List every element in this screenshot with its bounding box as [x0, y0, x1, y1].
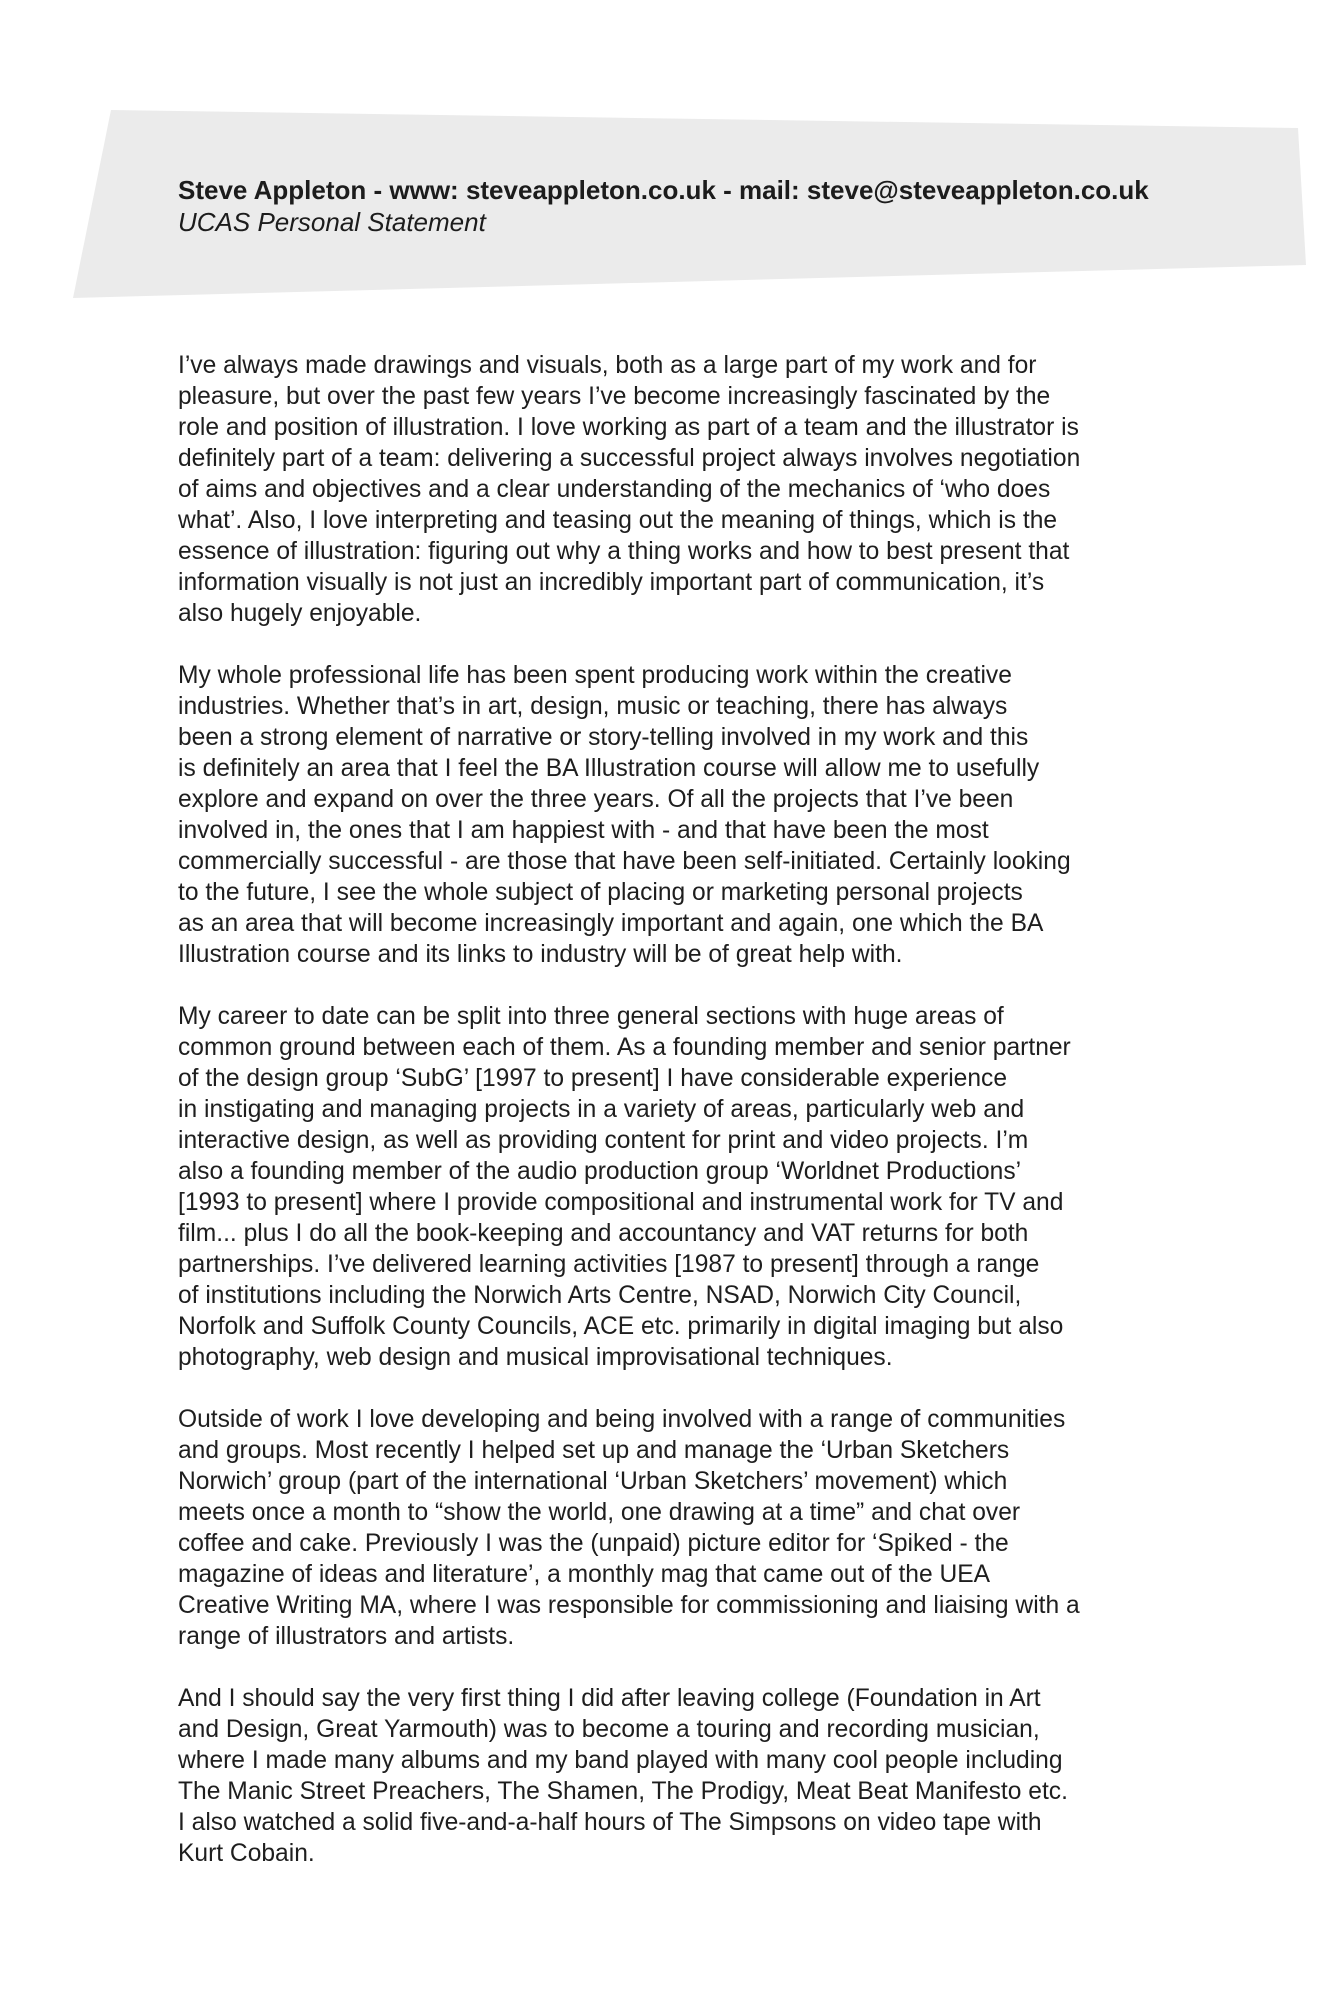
text-line: as an area that will become increasingly important and again, one which the BA [178, 910, 1044, 937]
text-line: magazine of ideas and literature’, a monthly mag that came out of the UEA [178, 1561, 991, 1588]
text-line: information visually is not just an incredibly important part of communication, it’s [178, 569, 1045, 596]
text-line: Illustration course and its links to industry will be of great help with. [178, 941, 903, 968]
text-line: And I should say the very first thing I did after leaving college (Foundation in Art [178, 1685, 1041, 1712]
text-line: meets once a month to “show the world, one drawing at a time” and chat over [178, 1499, 1021, 1526]
text-line: Kurt Cobain. [178, 1840, 315, 1867]
text-line: Outside of work I love developing and being involved with a range of communities [178, 1406, 1066, 1433]
text-line: film... plus I do all the book-keeping and accountancy and VAT returns for both [178, 1220, 1029, 1247]
text-line: in instigating and managing projects in a variety of areas, particularly web and [178, 1096, 1025, 1123]
text-line: coffee and cake. Previously I was the (unpaid) picture editor for ‘Spiked - the [178, 1530, 1009, 1557]
text-line: I’ve always made drawings and visuals, both as a large part of my work and for [178, 352, 1037, 379]
text-line: to the future, I see the whole subject of placing or marketing personal projects [178, 879, 1023, 906]
text-line: common ground between each of them. As a founding member and senior partner [178, 1034, 1071, 1061]
text-line: where I made many albums and my band played with many cool people including [178, 1747, 1063, 1774]
header-band-shape [0, 0, 1326, 310]
statement-body [178, 350, 1163, 1900]
text-line: Norwich’ group (part of the international ‘Urban Sketchers’ movement) which [178, 1468, 1008, 1495]
text-line: photography, web design and musical improvisational techniques. [178, 1344, 893, 1371]
text-line: [1993 to present] where I provide compositional and instrumental work for TV and [178, 1189, 1064, 1216]
text-line: commercially successful - are those that have been self-initiated. Certainly looking [178, 848, 1071, 875]
text-line: partnerships. I’ve delivered learning activities [1987 to present] through a range [178, 1251, 1040, 1278]
header-subtitle: UCAS Personal Statement [178, 207, 486, 237]
text-line: My career to date can be split into three general sections with huge areas of [178, 1003, 1004, 1030]
text-line: is definitely an area that I feel the BA Illustration course will allow me to usefully [178, 755, 1040, 782]
paragraph-1 [178, 350, 1163, 629]
text-line: of aims and objectives and a clear understanding of the mechanics of ‘who does [178, 476, 1051, 503]
document-header [178, 174, 1278, 238]
text-line: of institutions including the Norwich Arts Centre, NSAD, Norwich City Council, [178, 1282, 1022, 1309]
text-line: and Design, Great Yarmouth) was to become a touring and recording musician, [178, 1716, 1040, 1743]
paragraph-2 [178, 660, 1163, 970]
text-line: Creative Writing MA, where I was responsible for commissioning and liaising with a [178, 1592, 1080, 1619]
text-line: also hugely enjoyable. [178, 600, 422, 627]
text-line: definitely part of a team: delivering a successful project always involves negotiation [178, 445, 1081, 472]
header-band [0, 0, 1326, 310]
text-line: involved in, the ones that I am happiest with - and that have been the most [178, 817, 989, 844]
text-line: pleasure, but over the past few years I’ve become increasingly fascinated by the [178, 383, 1051, 410]
text-line: interactive design, as well as providing content for print and video projects. I’m [178, 1127, 1029, 1154]
paragraph-5 [178, 1683, 1163, 1869]
text-line: industries. Whether that’s in art, design, music or teaching, there has always [178, 693, 1008, 720]
text-line: been a strong element of narrative or story-telling involved in my work and this [178, 724, 1029, 751]
text-line: I also watched a solid five-and-a-half hours of The Simpsons on video tape with [178, 1809, 1042, 1836]
text-line: explore and expand on over the three years. Of all the projects that I’ve been [178, 786, 1014, 813]
text-line: The Manic Street Preachers, The Shamen, The Prodigy, Meat Beat Manifesto etc. [178, 1778, 1068, 1805]
text-line: My whole professional life has been spent producing work within the creative [178, 662, 1012, 689]
text-line: Norfolk and Suffolk County Councils, ACE etc. primarily in digital imaging but also [178, 1313, 1064, 1340]
text-line: of the design group ‘SubG’ [1997 to present] I have considerable experience [178, 1065, 1007, 1092]
paragraph-3 [178, 1001, 1163, 1373]
text-line: essence of illustration: figuring out why a thing works and how to best present that [178, 538, 1070, 565]
text-line: what’. Also, I love interpreting and teasing out the meaning of things, which is the [178, 507, 1058, 534]
text-line: range of illustrators and artists. [178, 1623, 515, 1650]
text-line: also a founding member of the audio production group ‘Worldnet Productions’ [178, 1158, 1022, 1185]
header-title: Steve Appleton - www: steveappleton.co.uk - mail: steve@steveappleton.co.uk [178, 175, 1149, 205]
paragraph-4 [178, 1404, 1163, 1652]
text-line: role and position of illustration. I love working as part of a team and the illustrator is [178, 414, 1079, 441]
text-line: and groups. Most recently I helped set up and manage the ‘Urban Sketchers [178, 1437, 1010, 1464]
